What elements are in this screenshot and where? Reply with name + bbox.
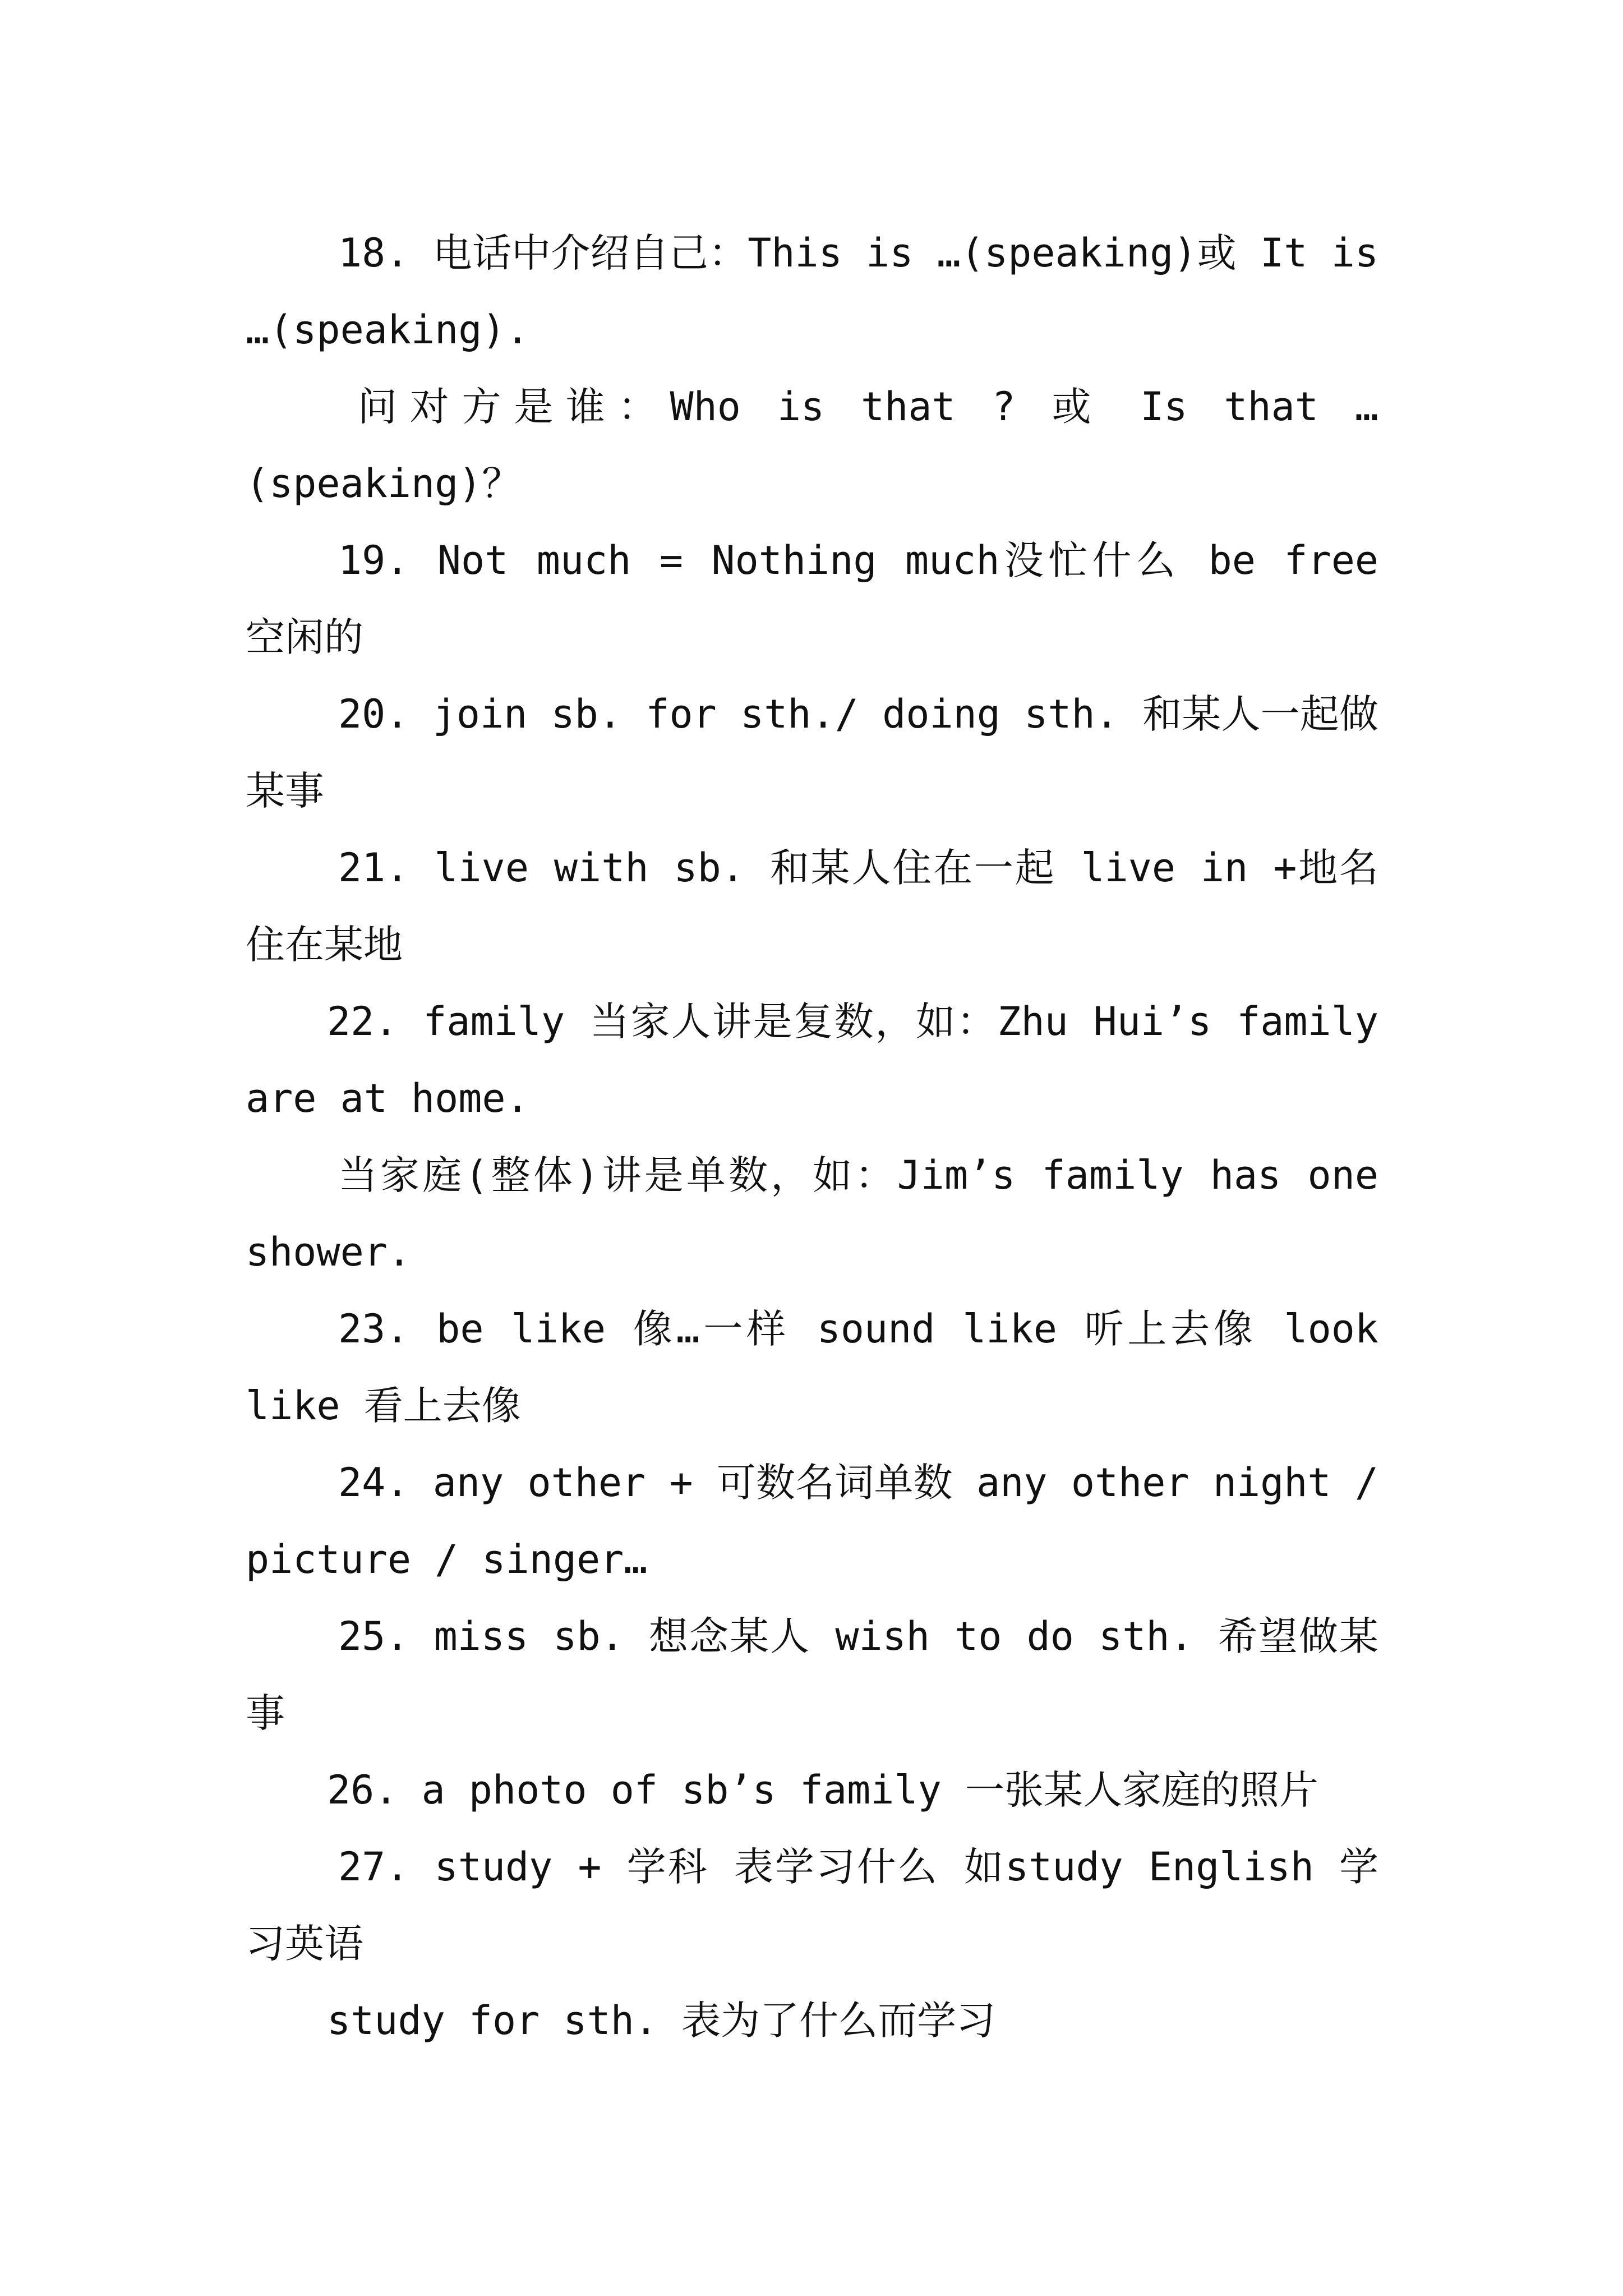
note-19: 19. Not much = Nothing much没忙什么 be free 空闲的 <box>246 537 1378 660</box>
note-27: 27. study + 学科 表学习什么 如study English 学习英语 <box>246 1844 1378 1967</box>
note-22: 22. family 当家人讲是复数，如：Zhu Hui’s family are at home. <box>246 999 1378 1121</box>
note-22-singular: 当家庭(整体)讲是单数，如：Jim’s family has one shower. <box>246 1152 1378 1275</box>
note-18: 18. 电话中介绍自己：This is …(speaking)或 It is …(speaking). <box>246 230 1378 353</box>
note-26: 26. a photo of sb’s family 一张某人家庭的照片 <box>327 1767 1318 1813</box>
note-23: 23. be like 像…一样 sound like 听上去像 look like 看上去像 <box>246 1306 1378 1429</box>
document-body <box>246 215 1378 2059</box>
note-18-ask-who: 问对方是谁：Who is that ? 或 Is that …(speaking)？ <box>246 384 1378 507</box>
note-20: 20. join sb. for sth./ doing sth. 和某人一起做某事 <box>246 691 1378 814</box>
note-25: 25. miss sb. 想念某人 wish to do sth. 希望做某事 <box>246 1613 1378 1736</box>
note-24: 24. any other + 可数名词单数 any other night / picture / singer… <box>246 1460 1378 1582</box>
note-27-study-for: study for sth. 表为了什么而学习 <box>327 1998 996 2044</box>
note-21: 21. live with sb. 和某人住在一起 live in +地名 住在某地 <box>246 845 1378 968</box>
